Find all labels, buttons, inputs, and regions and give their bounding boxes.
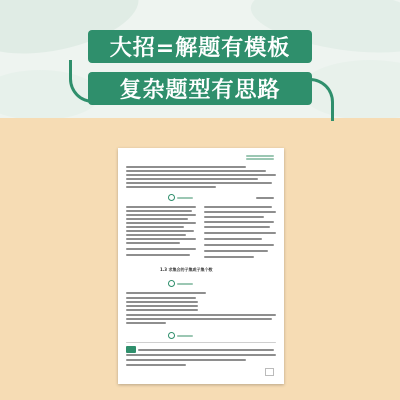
section-label [177,335,193,337]
text-line [138,349,274,351]
text-line [126,309,198,311]
text-line [126,166,246,168]
text-line [126,234,186,236]
text-line [126,210,192,212]
page-header [246,158,274,160]
text-line [256,197,274,199]
text-line [126,359,246,361]
section-icon [168,280,175,287]
text-line [126,214,196,216]
text-line [204,244,274,246]
text-line [126,318,272,320]
section-label [177,197,193,199]
text-line [204,250,268,252]
text-line [126,364,186,366]
text-line [126,354,276,356]
text-line [204,256,254,258]
text-line [126,248,196,250]
text-line [126,182,272,184]
text-line [204,216,264,218]
text-line [204,238,262,240]
text-line [126,242,180,244]
section-label [177,283,193,285]
text-line [126,305,198,307]
example-tag [126,346,136,353]
text-line [126,222,196,224]
text-line [126,206,196,208]
banner-title-2: 复杂题型有思路 [88,72,312,105]
text-line [126,322,166,324]
text-line [126,297,196,299]
section-icon [168,332,175,339]
text-line [126,254,190,256]
text-line [204,226,270,228]
page-number [265,368,274,376]
text-line [126,230,194,232]
text-line [126,218,188,220]
text-line [126,170,266,172]
book-page-preview [118,148,284,384]
text-line [126,238,196,240]
text-line [126,301,198,303]
banner-title-1: 大招=解题有模板 [88,30,312,63]
text-line [126,174,276,176]
text-line [204,206,272,208]
divider [126,342,276,343]
text-line [126,292,206,294]
text-line [126,178,258,180]
text-line [204,221,274,223]
section-heading: 1.3 求集合的子集或子集个数 [160,267,213,272]
text-line [204,232,276,234]
text-line [126,186,216,188]
text-line [126,314,276,316]
text-line [126,226,184,228]
text-line [204,211,276,213]
section-icon [168,194,175,201]
page-header [246,155,274,157]
